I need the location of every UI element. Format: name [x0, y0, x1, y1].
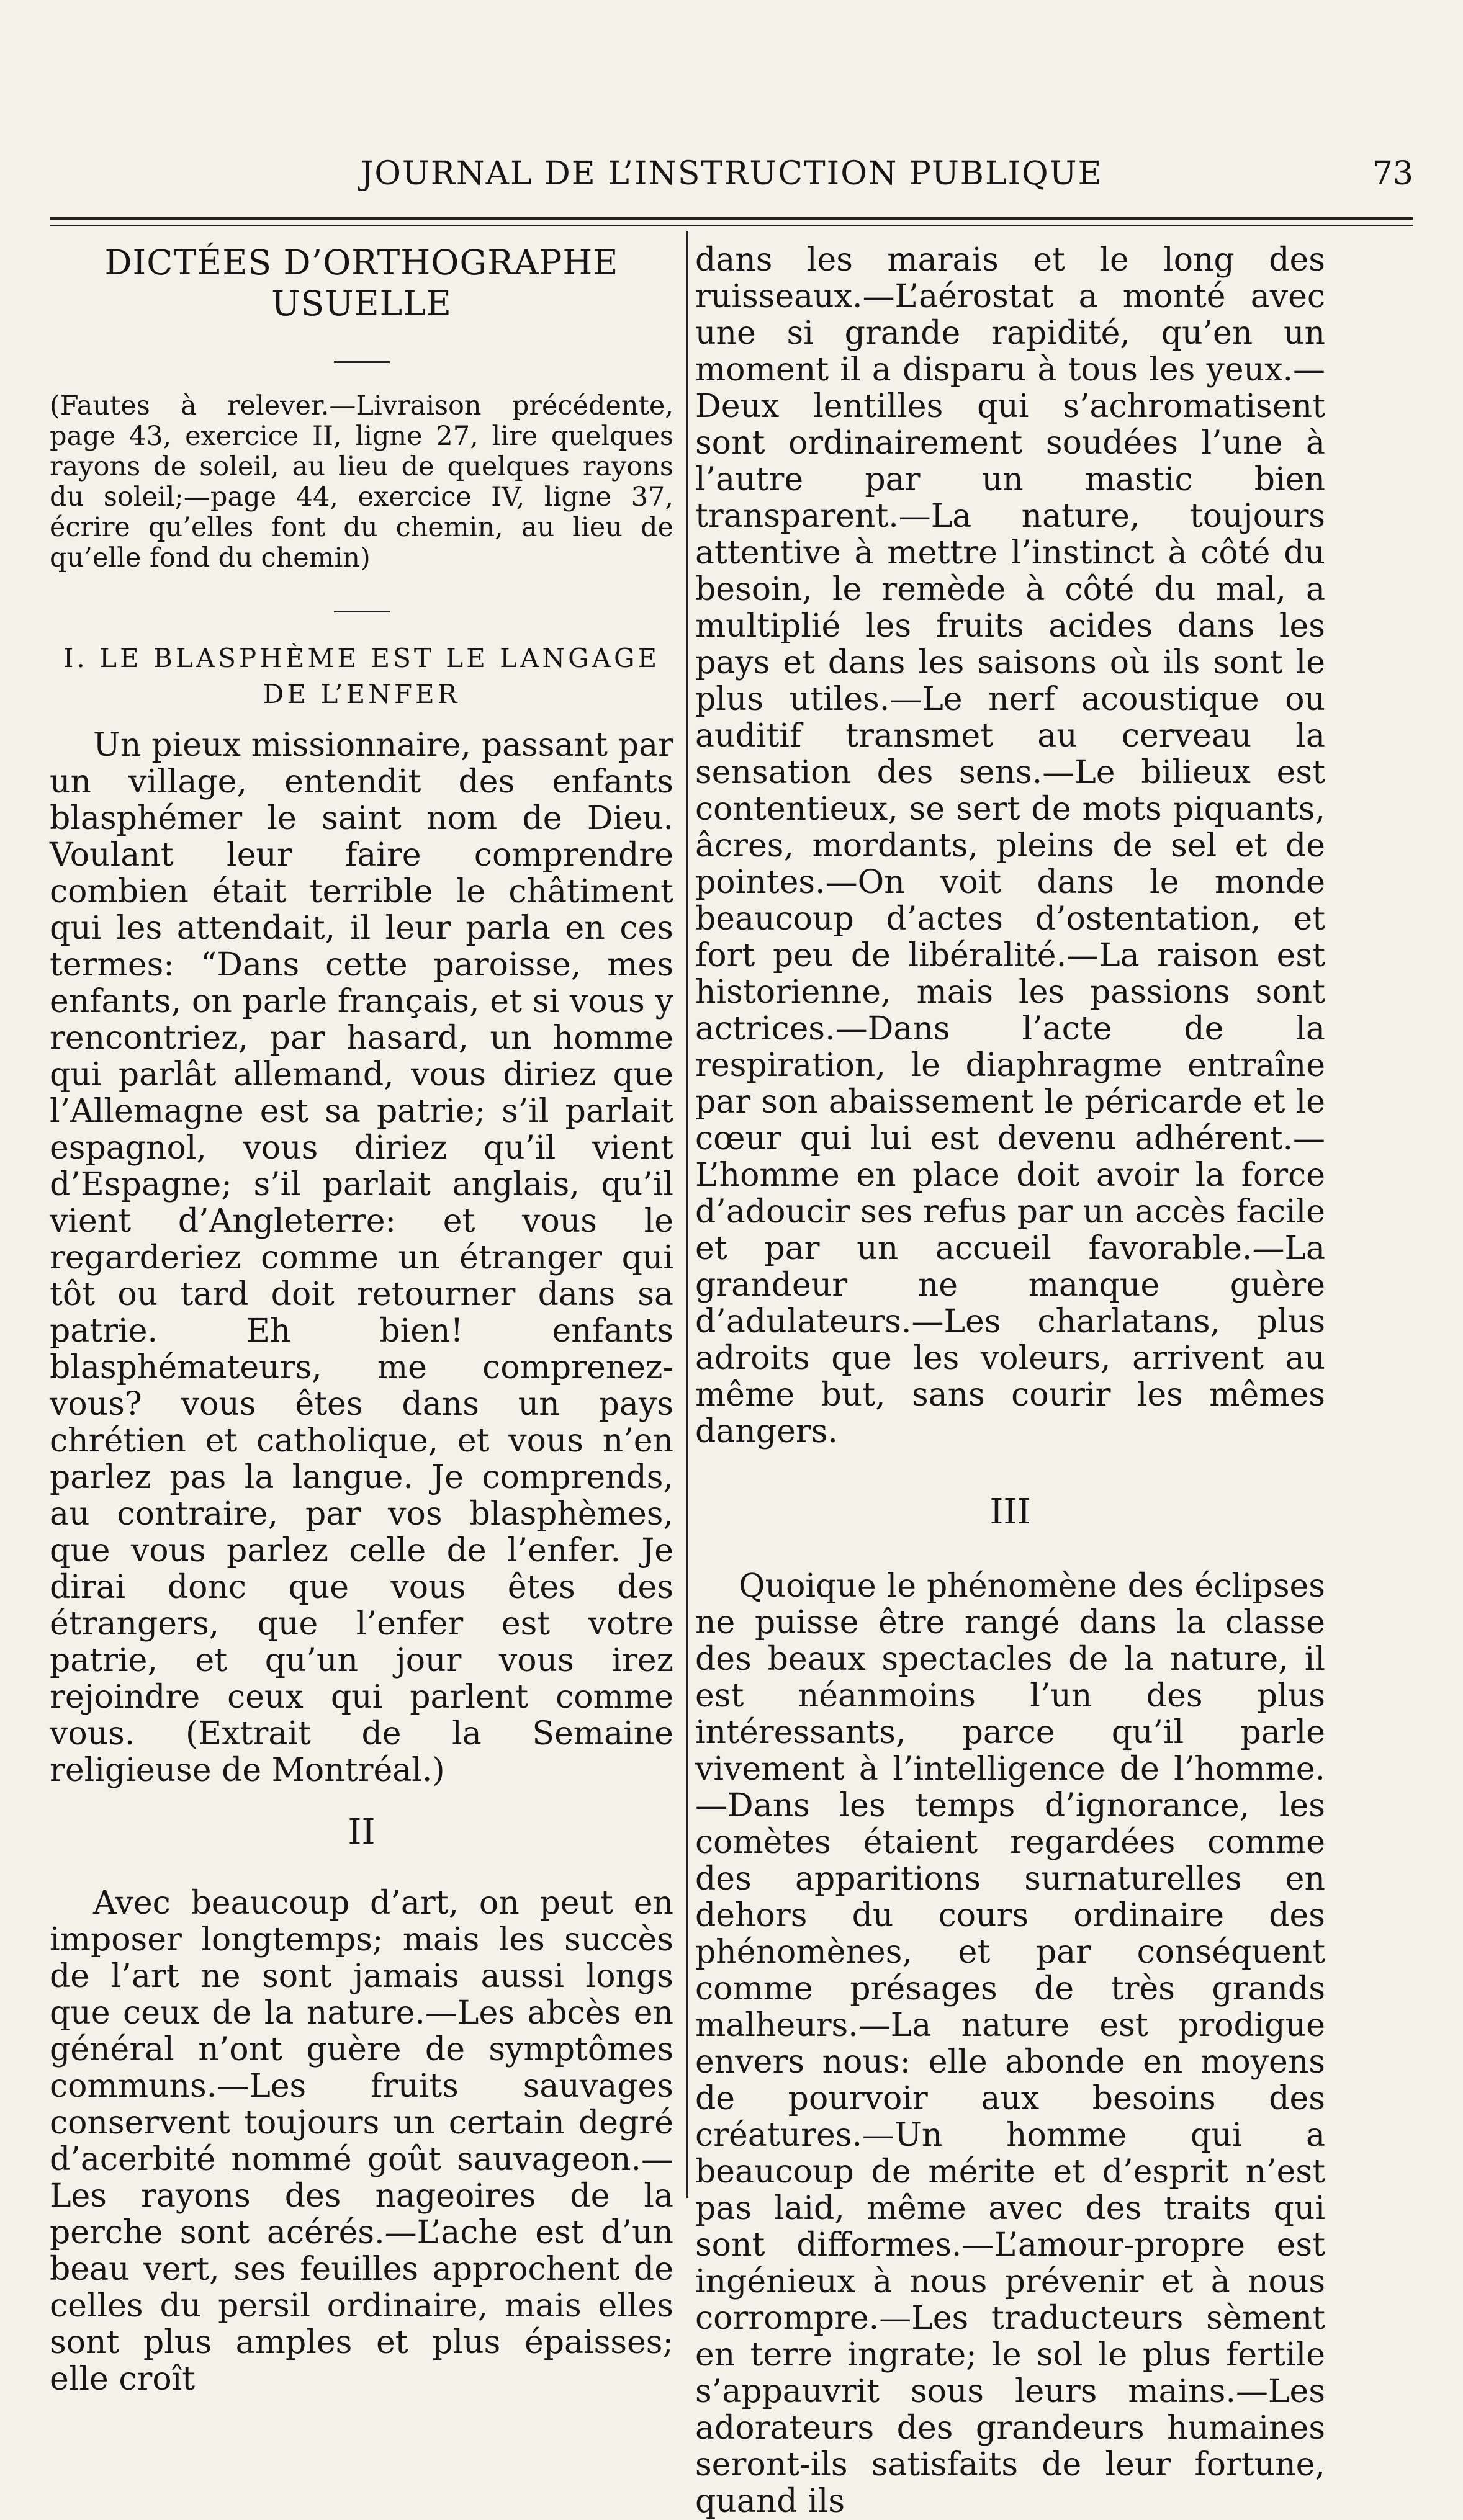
header-rule-thick: [50, 217, 1413, 220]
page-number: 73: [1372, 155, 1413, 192]
section-3-heading: III: [989, 1492, 1031, 1532]
section-2-text: Avec beaucoup d’art, on peut en imposer longtemps; mais les succès de l’art ne sont jamais aussi longs que ceux de la nature.—Les abcès en général n’ont guère de symptômes communs.—Les fruits sauvages conservent toujours un certain degré d’acerbité nommé goût sauvageon.—Les rayons des nageoires de la perche sont acérés.—L’ache est d’un beau vert, ses feuilles approchent de celles du persil ordinaire, mais elles sont plus amples et plus épaisses; elle croît: [50, 1885, 673, 2398]
title-line-2: USUELLE: [271, 284, 452, 323]
journal-title: JOURNAL DE L’INSTRUCTION PUBLIQUE: [360, 155, 1103, 192]
section-3-text: Quoique le phénomène des éclipses ne puisse être rangé dans la classe des beaux spectacles de la nature, il est néanmoins l’un des plus intéressants, parce qu’il parle vivement à l’intelligence de l’homme.—Dans les temps d’ignorance, les comètes étaient regardées comme des apparitions surnaturelles en dehors du cours ordinaire des phénomènes, et par conséquent comme présages de très grands malheurs.—La nature est prodigue envers nous: elle abonde en moyens de pourvoir aux besoins des créatures.—Un homme qui a beaucoup de mérite et d’esprit n’est pas laid, même avec des traits qui sont difformes.—L’amour-propre est ingénieux à nous prévenir et à nous corrompre.—Les traducteurs sèment en terre ingrate; le sol le plus fertile s’appauvrit sous leurs mains.—Les adorateurs des grandeurs humaines seront-ils satisfaits de leur fortune, quand ils: [695, 1567, 1325, 2520]
section-1-text: Un pieux missionnaire, passant par un village, entendit des enfants blasphémer le saint nom de Dieu. Voulant leur faire comprendre combien était terrible le châtiment qui les attendait, il leur parla en ces termes: “Dans cette paroisse, mes enfants, on parle français, et si vous y rencontriez, par hasard, un homme qui parlât allemand, vous diriez que l’Allemagne est sa patrie; s’il parlait espagnol, vous diriez qu’il vient d’Espagne; s’il parlait anglais, qu’il vient d’Angleterre: et vous le regarderiez comme un étranger qui tôt ou tard doit retourner dans sa patrie. Eh bien! enfants blasphémateurs, me comprenez-vous? vous êtes dans un pays chrétien et catholique, et vous n’en parlez pas la langue. Je comprends, au contraire, par vos blasphèmes, que vous parlez celle de l’enfer. Je dirai donc que vous êtes des étrangers, que l’enfer est votre patrie, et qu’un jour vous irez rejoindre ceux qui parlent comme vous. (Extrait de la Semaine religieuse de Montréal.): [50, 727, 673, 1789]
title-line-1: DICTÉES D’ORTHOGRAPHE: [104, 243, 619, 282]
article-title: [50, 242, 673, 324]
header-rule-thin: [50, 225, 1413, 226]
page-header: [43, 149, 1420, 199]
left-column: [50, 242, 673, 2398]
section-2-heading: II: [348, 1812, 376, 1852]
column-divider: [686, 231, 688, 2198]
right-column: [695, 242, 1325, 2520]
separator-rule: [334, 611, 390, 612]
separator-rule: [334, 361, 390, 363]
errata-note: (Fautes à relever.—Livraison précédente, page 43, exercice II, ligne 27, lire quelques rayons de soleil, au lieu de quelques rayons du soleil;—page 44, exercice IV, ligne 37, écrire qu’elles font du chemin, au lieu de qu’elle fond du chemin): [50, 390, 673, 573]
section-2-continuation: dans les marais et le long des ruisseaux.—L’aérostat a monté avec une si grande rapidité, qu’en un moment il a disparu à tous les yeux.—Deux lentilles qui s’achromatisent sont ordinairement soudées l’une à l’autre par un mastic bien transparent.—La nature, toujours attentive à mettre l’instinct à côté du besoin, le remède à côté du mal, a multiplié les fruits acides dans les pays et dans les saisons où ils sont le plus utiles.—Le nerf acoustique ou auditif transmet au cerveau la sensation des sens.—Le bilieux est contentieux, se sert de mots piquants, âcres, mordants, pleins de sel et de pointes.—On voit dans le monde beaucoup d’actes d’ostentation, et fort peu de libéralité.—La raison est historienne, mais les passions sont actrices.—Dans l’acte de la respiration, le diaphragme entraîne par son abaissement le péricarde et le cœur qui lui est devenu adhérent.—L’homme en place doit avoir la force d’adoucir ses refus par un accès facile et par un accueil favorable.—La grandeur ne manque guère d’adulateurs.—Les charlatans, plus adroits que les voleurs, arrivent au même but, sans courir les mêmes dangers.: [695, 241, 1325, 1450]
section-1-heading: I. LE BLASPHÈME EST LE LANGAGE DE L’ENFER: [63, 643, 660, 709]
